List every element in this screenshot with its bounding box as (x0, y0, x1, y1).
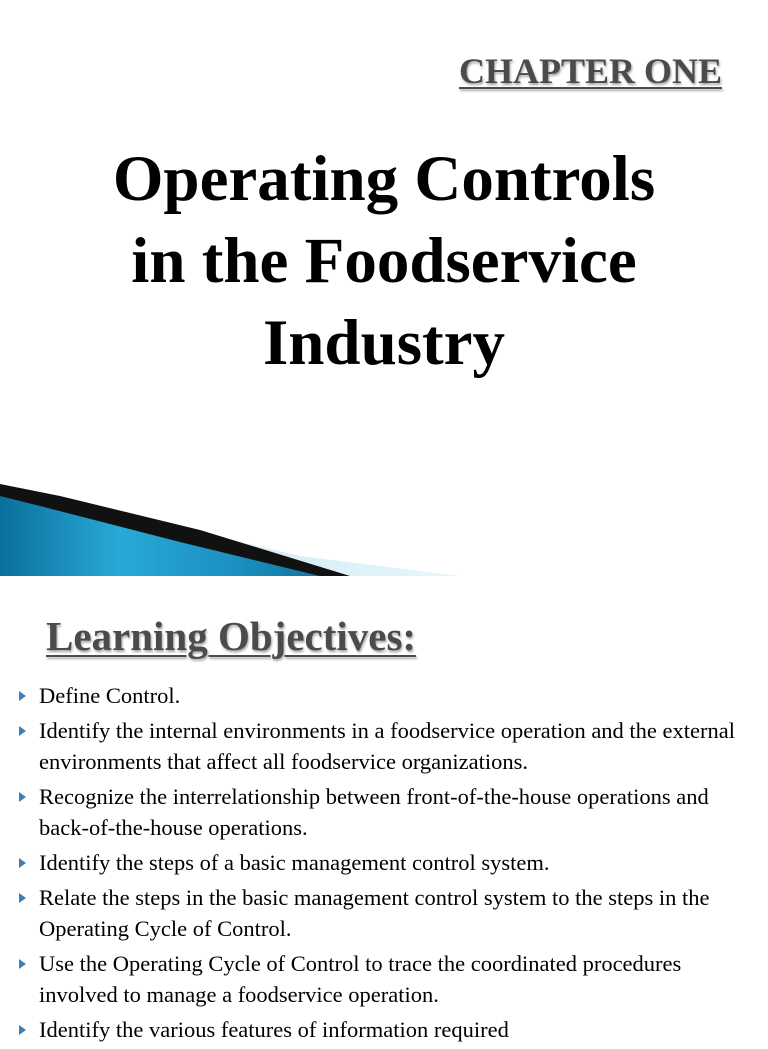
bullet-text: Identify the various features of information required (39, 1017, 509, 1042)
bullet-arrow-icon (19, 1025, 26, 1035)
list-item (16, 680, 756, 711)
list-item (16, 1014, 756, 1045)
list-item (16, 847, 756, 878)
list-item (16, 781, 756, 843)
bullet-arrow-icon (19, 726, 26, 736)
objectives-slide (0, 584, 768, 1042)
bullet-arrow-icon (19, 893, 26, 903)
bullet-text: Identify the internal environments in a foodservice operation and the external environments that affect all foodservice organizations. (39, 718, 735, 774)
list-item (16, 948, 756, 1010)
bullet-text: Define Control. (39, 683, 181, 708)
bullet-text: Identify the steps of a basic management control system. (39, 850, 550, 875)
chapter-label: CHAPTER ONE (458, 51, 722, 91)
bullet-arrow-icon (19, 691, 26, 701)
bullet-arrow-icon (19, 792, 26, 802)
bullet-arrow-icon (19, 858, 26, 868)
bullet-text: Recognize the interrelationship between front-of-the-house operations and back-of-the-house operations. (39, 784, 709, 840)
slide-title (0, 138, 768, 384)
objectives-list (16, 680, 756, 1049)
bullet-text: Use the Operating Cycle of Control to trace the coordinated procedures involved to manage a foodservice operation. (39, 951, 682, 1007)
objectives-heading: Learning Objectives: (46, 613, 417, 659)
list-item (16, 882, 756, 944)
title-line-1: Operating Controls (112, 143, 656, 215)
list-item (16, 715, 756, 777)
bullet-arrow-icon (19, 959, 26, 969)
title-line-3: Industry (262, 307, 506, 379)
title-line-2: in the Foodservice (131, 225, 637, 297)
bullet-text: Relate the steps in the basic management control system to the steps in the Operating Cycle of Control. (39, 885, 710, 941)
decorative-swoosh (0, 470, 768, 576)
